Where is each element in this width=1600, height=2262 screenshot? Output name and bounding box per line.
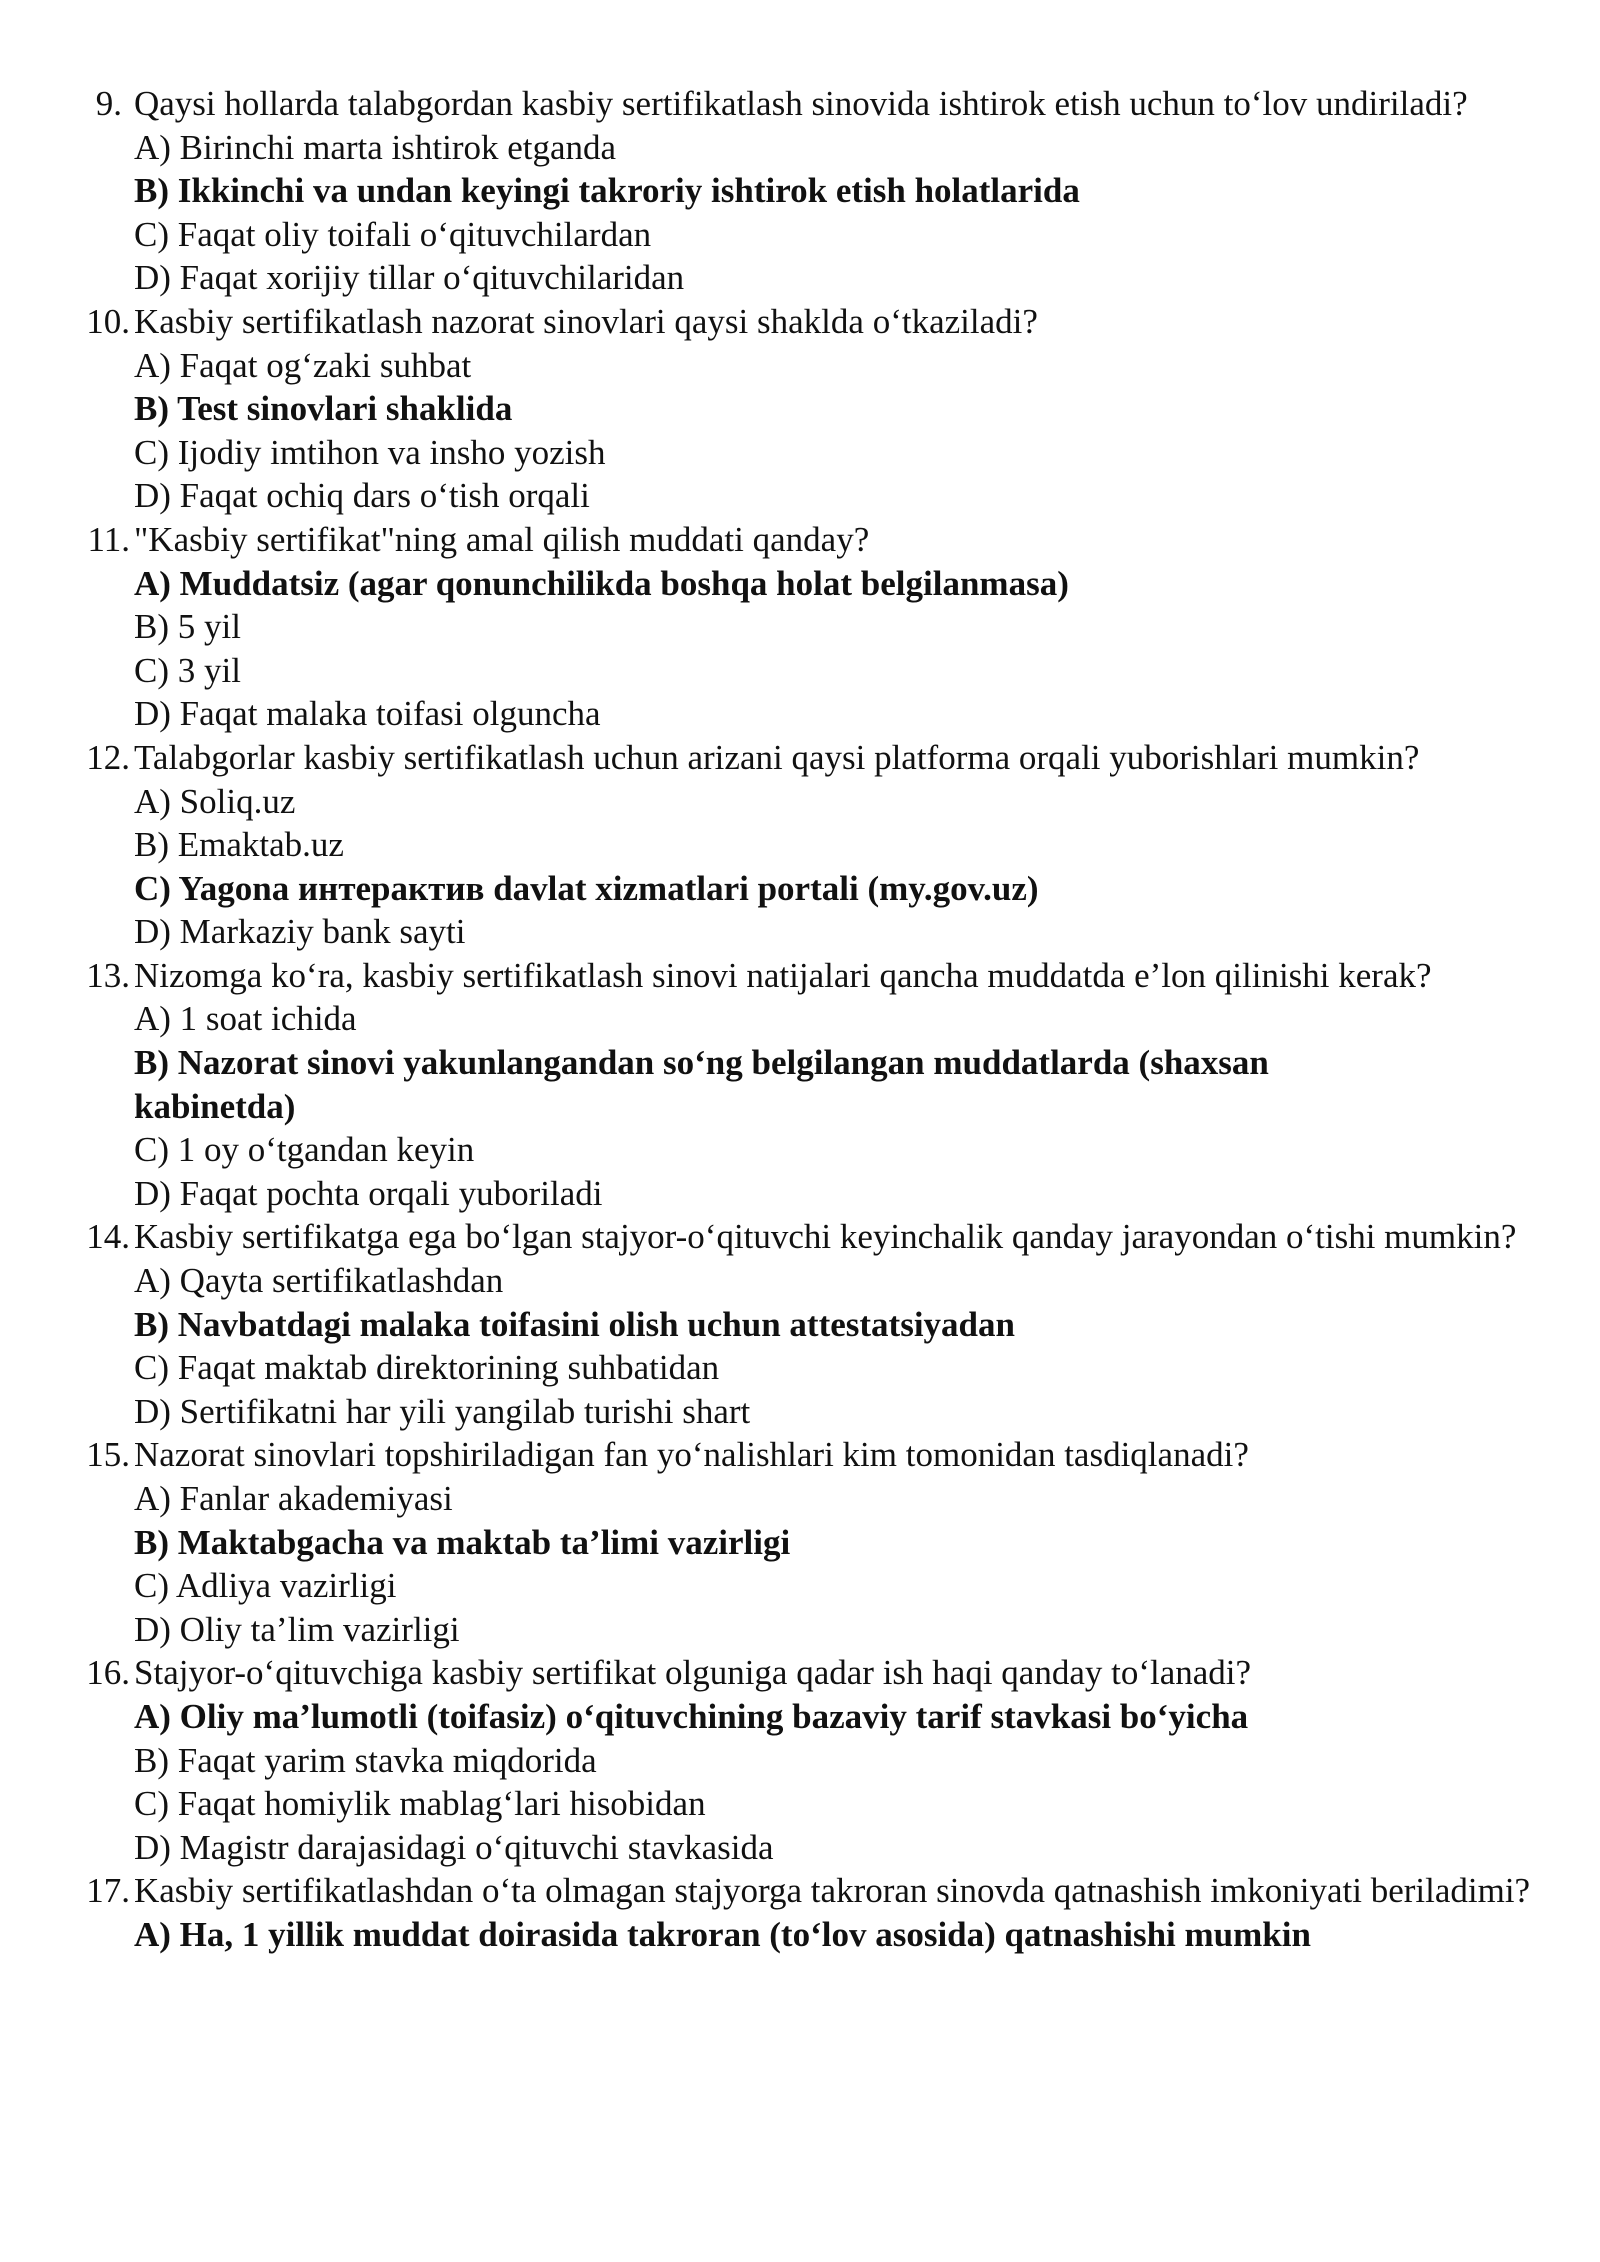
question-number: 13. [86,955,130,995]
option-a-correct: A) Muddatsiz (agar qonunchilikda boshqa holat belgilanmasa) [134,563,1069,603]
question-text: Talabgorlar kasbiy sertifikatlash uchun arizani qaysi platforma orqali yuborishlari mumkin? [134,737,1420,777]
question-text: Kasbiy sertifikatga ega bo‘lgan stajyor-o‘qituvchi keyinchalik qanday jarayondan o‘tishi mumkin? [134,1217,1517,1257]
question-12 [0,736,1600,954]
question-number: 9. [95,84,122,123]
option-a-correct: A) Ha, 1 yillik muddat doirasida takroran (to‘lov asosida) qatnashishi mumkin [134,1914,1311,1954]
document-page [0,82,1600,1957]
option-c: C) Faqat maktab direktorining suhbatidan [134,1348,720,1388]
option-d: D) Sertifikatni har yili yangilab turishi shart [134,1391,751,1431]
option-d: D) Oliy ta’lim vazirligi [134,1609,460,1649]
option-b-correct: B) Maktabgacha va maktab ta’limi vazirligi [134,1522,791,1562]
option-b-correct: B) Nazorat sinovi yakunlangandan so‘ng belgilangan muddatlarda (shaxsan kabinetda) [134,1043,1269,1126]
question-text: Nazorat sinovlari topshiriladigan fan yo‘nalishlari kim tomonidan tasdiqlanadi? [134,1435,1249,1475]
option-a: A) Fanlar akademiyasi [134,1479,453,1518]
question-text: Kasbiy sertifikatlash nazorat sinovlari qaysi shaklda o‘tkaziladi? [134,301,1038,341]
question-10 [0,300,1600,518]
answer-options [0,1259,1600,1433]
option-b: B) Emaktab.uz [134,825,344,865]
answer-options [0,1695,1600,1869]
question-number: 14. [86,1217,130,1257]
question-text-row [0,1651,1600,1695]
option-b-correct: B) Test sinovlari shaklida [134,389,513,429]
option-c-correct: C) Yagona интерактив davlat xizmatlari portali (my.gov.uz) [134,868,1039,908]
option-a: A) Soliq.uz [134,781,296,821]
answer-options [0,1913,1600,1957]
question-text-row [0,82,1600,126]
option-d: D) Magistr darajasidagi o‘qituvchi stavkasida [134,1827,774,1867]
answer-options [0,562,1600,736]
option-a: A) Qayta sertifikatlashdan [134,1261,504,1301]
question-13 [0,954,1600,1216]
answer-options [0,126,1600,300]
option-d: D) Faqat xorijiy tillar o‘qituvchilaridan [134,258,685,298]
question-17 [0,1869,1600,1956]
option-b: B) Faqat yarim stavka miqdorida [134,1740,597,1780]
question-text: "Kasbiy sertifikat"ning amal qilish muddati qanday? [134,519,870,559]
question-number: 10. [86,301,130,341]
question-text-row [0,954,1600,998]
option-c: C) Ijodiy imtihon va insho yozish [134,432,606,472]
option-c: C) 1 oy o‘tgandan keyin [134,1130,475,1170]
question-text-row [0,300,1600,344]
answer-options [0,344,1600,518]
question-16 [0,1651,1600,1869]
question-text-row [0,1433,1600,1477]
option-c: C) Faqat oliy toifali o‘qituvchilardan [134,214,652,254]
option-b-correct: B) Navbatdagi malaka toifasini olish uchun attestatsiyadan [134,1304,1015,1344]
option-a: A) 1 soat ichida [134,999,357,1039]
question-text: Stajyor-o‘qituvchiga kasbiy sertifikat olguniga qadar ish haqi qanday to‘lanadi? [134,1653,1252,1693]
option-d: D) Faqat pochta orqali yuboriladi [134,1173,603,1213]
question-number: 11. [87,519,130,559]
question-9 [0,82,1600,300]
option-d: D) Faqat malaka toifasi olguncha [134,694,601,734]
option-a: A) Birinchi marta ishtirok etganda [134,127,617,167]
option-b: B) 5 yil [134,607,241,647]
question-text: Nizomga ko‘ra, kasbiy sertifikatlash sinovi natijalari qancha muddatda e’lon qilinishi kerak? [134,955,1432,995]
question-text-row [0,736,1600,780]
option-c: C) Adliya vazirligi [134,1566,397,1606]
question-number: 15. [86,1435,130,1475]
question-text-row [0,1869,1600,1913]
question-text: Qaysi hollarda talabgordan kasbiy sertifikatlash sinovida ishtirok etish uchun to‘lov undiriladi? [134,84,1468,123]
question-number: 12. [86,737,130,777]
question-15 [0,1433,1600,1651]
answer-options [0,997,1600,1215]
option-a: A) Faqat og‘zaki suhbat [134,345,472,385]
question-11 [0,518,1600,736]
option-c: C) Faqat homiylik mablag‘lari hisobidan [134,1784,706,1824]
option-b-correct: B) Ikkinchi va undan keyingi takroriy ishtirok etish holatlarida [134,171,1080,211]
option-a-correct: A) Oliy ma’lumotli (toifasiz) o‘qituvchining bazaviy tarif stavkasi bo‘yicha [134,1696,1249,1736]
question-number: 17. [86,1871,130,1911]
option-d: D) Faqat ochiq dars o‘tish orqali [134,476,590,516]
question-number: 16. [86,1653,130,1693]
question-text: Kasbiy sertifikatlashdan o‘ta olmagan stajyorga takroran sinovda qatnashish imkoniyati beriladimi? [134,1871,1531,1911]
answer-options [0,1477,1600,1651]
question-text-row [0,1215,1600,1259]
option-d: D) Markaziy bank sayti [134,912,466,952]
option-c: C) 3 yil [134,650,241,690]
answer-options [0,780,1600,954]
question-14 [0,1215,1600,1433]
question-text-row [0,518,1600,562]
